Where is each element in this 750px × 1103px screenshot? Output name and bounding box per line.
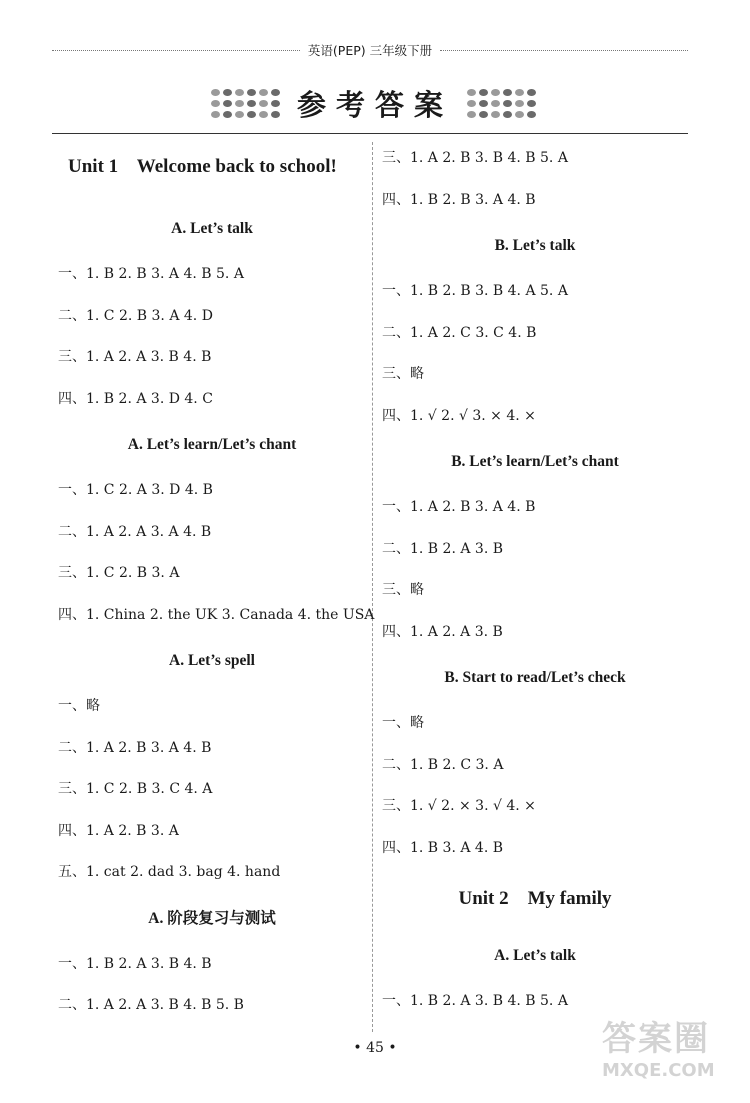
answer-row: 三、略 (382, 582, 424, 598)
answer-row: 一、1. B 2. A 3. B 4. B (58, 955, 212, 972)
answer-row: 三、1. C 2. B 3. C 4. A (58, 781, 213, 797)
answer-row: 四、1. B 3. A 4. B (382, 839, 504, 856)
column-divider (372, 142, 373, 1032)
answer-row: 二、1. A 2. B 3. A 4. B (58, 739, 212, 756)
answer-row: 一、1. B 2. A 3. B 4. B 5. A (382, 993, 568, 1009)
answer-row: 二、1. A 2. A 3. A 4. B (58, 523, 212, 540)
answer-row: 四、1. B 2. A 3. D 4. C (58, 390, 213, 407)
answer-row: 二、1. C 2. B 3. A 4. D (58, 307, 213, 324)
watermark-text: 答案圈 (602, 1019, 710, 1059)
header-dotted-line-right (440, 50, 688, 51)
answer-row: 五、1. cat 2. dad 3. bag 4. hand (58, 864, 281, 880)
header-dotted-line-left (52, 50, 300, 51)
answer-row: 二、1. A 2. C 3. C 4. B (382, 324, 537, 341)
section-title: A. Let’s spell (169, 652, 255, 669)
section-title: B. Start to read/Let’s check (444, 669, 626, 686)
answer-row: 四、1. China 2. the UK 3. Canada 4. the USA (58, 606, 375, 623)
answer-row: 四、1. B 2. B 3. A 4. B (382, 191, 536, 208)
answer-row: 二、1. B 2. C 3. A (382, 756, 504, 773)
watermark-logo (602, 1011, 742, 1097)
answer-row: 二、1. B 2. A 3. B (382, 540, 504, 557)
answer-row: 一、1. A 2. B 3. A 4. B (382, 499, 536, 515)
answer-row: 一、1. C 2. A 3. D 4. B (58, 482, 213, 498)
answer-row: 一、略 (382, 715, 424, 731)
answer-row: 四、1. √ 2. √ 3. × 4. × (382, 407, 536, 424)
right-column (382, 138, 688, 1023)
section-title: A. Let’s talk (171, 220, 253, 237)
answer-row: 三、略 (382, 366, 424, 382)
section-title: B. Let’s learn/Let’s chant (451, 453, 619, 470)
top-rule (52, 133, 688, 134)
watermark-url: MXQE.COM (602, 1060, 715, 1081)
unit-title: Unit 2 My family (458, 888, 612, 909)
left-column (58, 148, 375, 1027)
header-text: 英语(PEP) 三年级下册 (307, 43, 433, 58)
decorative-dots-right (467, 89, 539, 118)
answer-row: 三、1. √ 2. × 3. √ 4. × (382, 798, 536, 814)
banner-title: 参考答案 (296, 87, 453, 122)
answer-row: 一、略 (58, 698, 100, 714)
answer-row: 三、1. A 2. B 3. B 4. B 5. A (382, 150, 568, 166)
answer-row: 四、1. A 2. B 3. A (58, 822, 179, 839)
decorative-dots-left (211, 89, 283, 118)
answer-row: 三、1. A 2. A 3. B 4. B (58, 349, 212, 365)
page-number: • 45 • (353, 1040, 397, 1056)
section-title: A. Let’s talk (494, 947, 576, 964)
running-header (52, 40, 688, 60)
answer-row: 四、1. A 2. A 3. B (382, 623, 503, 640)
answer-row: 三、1. C 2. B 3. A (58, 565, 180, 581)
answer-key-banner (0, 78, 750, 128)
section-title: A. 阶段复习与测试 (148, 909, 276, 927)
section-title: A. Let’s learn/Let’s chant (127, 436, 297, 453)
answer-row: 二、1. A 2. A 3. B 4. B 5. B (58, 997, 244, 1013)
answer-row: 一、1. B 2. B 3. B 4. A 5. A (382, 283, 568, 299)
answer-row: 一、1. B 2. B 3. A 4. B 5. A (58, 266, 244, 282)
unit-title: Unit 1 Welcome back to school! (68, 156, 337, 177)
section-title: B. Let’s talk (494, 237, 576, 254)
